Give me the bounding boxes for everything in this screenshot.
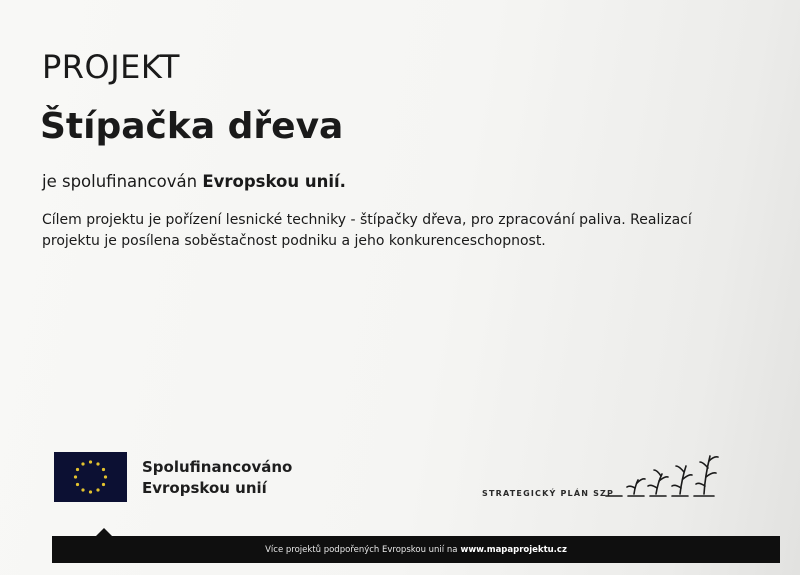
footer-bar	[52, 536, 780, 563]
eu-star	[102, 483, 105, 486]
eu-star	[74, 475, 77, 478]
eu-star	[76, 483, 79, 486]
footer-text: Více projektů podpořených Evropskou unií na	[265, 544, 458, 555]
eu-star	[96, 488, 99, 491]
footer-link[interactable]: www.mapaprojektu.cz	[460, 544, 567, 555]
eu-cofunded-line1: Spolufinancováno	[142, 458, 293, 476]
eu-cofunded-line2: Evropskou unií	[142, 479, 267, 497]
project-title: Štípačka dřeva	[40, 106, 344, 147]
plant-growth-icon	[604, 448, 724, 504]
strategic-plan-label: STRATEGICKÝ PLÁN SZP	[482, 489, 615, 498]
cofunding-prefix: je spolufinancován	[42, 172, 203, 191]
cofunding-statement	[42, 172, 346, 191]
eu-star	[102, 468, 105, 471]
project-description: Cílem projektu je pořízení lesnické techniky - štípačky dřeva, pro zpracování paliva. Realizací projektu je posílena soběstačnost podniku a jeho konkurenceschopnost.	[42, 212, 692, 249]
eu-star	[104, 475, 107, 478]
eu-stars-circle	[54, 452, 127, 502]
eu-cofunded-label	[142, 457, 292, 499]
project-eyebrow: PROJEKT	[42, 48, 180, 86]
eu-star	[81, 462, 84, 465]
eu-star	[76, 468, 79, 471]
eu-star	[96, 462, 99, 465]
eu-star	[81, 488, 84, 491]
eu-star	[89, 490, 92, 493]
eu-star	[89, 460, 92, 463]
cofunding-strong: Evropskou unií.	[202, 172, 346, 191]
eu-flag-icon	[54, 452, 127, 502]
